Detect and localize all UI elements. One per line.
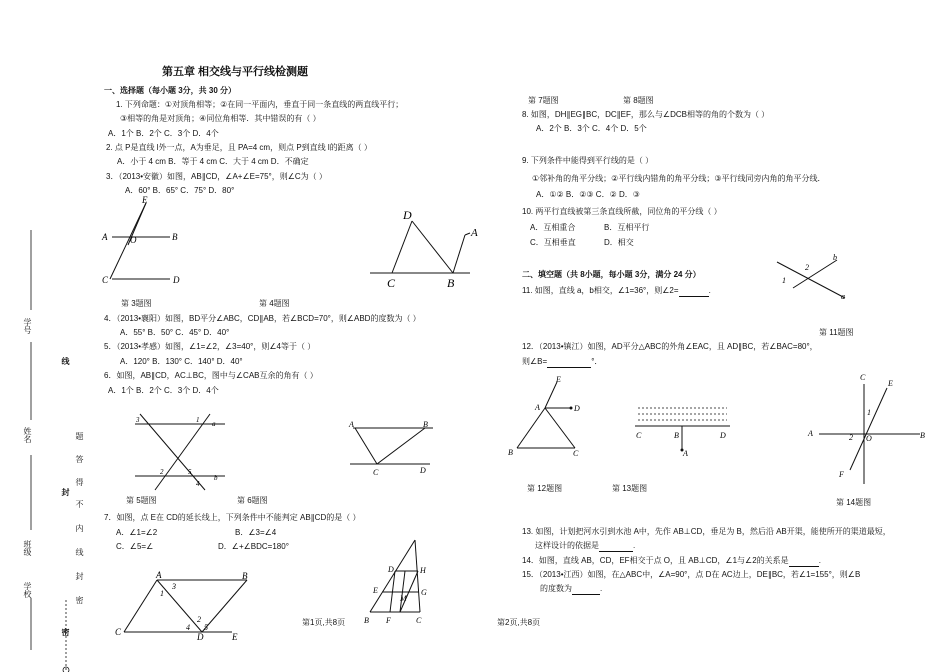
section-fill-heading: 二、填空题（共 8小题，每小题 3分，满分 24 分） [522,270,701,279]
fig4-label-D: D [403,208,412,222]
fig3-label-C: C [102,275,109,285]
fig8-label-C: C [416,616,422,625]
margin-banji: 班级 [23,540,32,556]
margin-bu: 不 [75,500,84,508]
margin-xian: 线 [61,357,70,365]
figure-13 [632,400,732,460]
fig5-label-3: 3 [136,416,140,424]
figure-14 [805,370,935,485]
q11-text: 11. 如图，直线 a，b相交，∠1=36°，则∠2= [522,286,679,295]
margin-xian2: 线 [75,548,84,556]
margin-ti: 题 [75,432,84,440]
margin-underlines [29,230,33,650]
q12-prefix: 则∠B= [522,357,548,366]
fig13-label-A: A [683,449,688,458]
fig8-caption: 第 8题图 [623,96,654,105]
q3-options: A．60° B．65° C．75° D．80° [125,186,235,195]
margin-da: 答 [75,455,84,463]
margin-xingming: 姓名 [23,427,32,443]
fig4-caption: 第 4题图 [259,299,290,308]
fig11-label-a: a [841,292,845,301]
q14-line: 14．如图，直线 AB，CD，EF相交于点 O，且 AB⊥CD，∠1与∠2的关系是 . [522,556,821,565]
fig4-label-C: C [387,276,396,290]
fig7-label-5: 5 [204,623,208,632]
fig5-label-b: b [214,474,218,482]
fig8-label-B: B [364,616,369,625]
margin-de: 得 [75,478,84,486]
figure-4 [370,205,490,295]
figure-7 [112,570,252,642]
q11-line: 11. 如图，直线 a，b相交，∠1=36°，则∠2= . [522,286,711,295]
q12-line2 [522,357,602,368]
fig14-label-A: A [808,429,813,438]
fig7-label-B: B [242,571,248,581]
fig7-label-D: D [197,632,204,642]
margin-nei: 内 [75,524,84,532]
fig5-label-5: 5 [188,468,192,476]
fig8-label-D: D [388,565,394,574]
q7-optB: B．∠3=∠4 [235,528,277,537]
fig8-label-H: H [420,566,426,575]
q8-line1: 8. 如图，DH∥EG∥BC，DC∥EF，那么与∠DCB相等的角的个数为（ ） [522,110,770,119]
fig5-label-1: 1 [196,416,200,424]
fig14-label-C: C [860,373,866,382]
fig7-caption: 第 7题图 [528,96,559,105]
fig3-label-E: E [142,195,148,205]
q6-line1: 6．如图，AB∥CD，AC⊥BC，图中与∠CAB互余的角有（ ） [104,371,318,380]
fig7-label-A: A [156,570,162,580]
q2-options: A．小于 4 cm B．等于 4 cm C．大于 4 cm D．不确定 [117,157,309,166]
margin-xuexiao: 学校 [23,582,32,598]
page2-footer: 第2页,共8页 [497,618,541,627]
q10-optC: C．互相垂直 [530,238,576,247]
fig5-caption: 第 5题图 [126,496,157,505]
fig12-caption: 第 12题图 [527,484,563,493]
q1-line2: ③相等的角是对顶角；④同位角相等．其中错误的有（ ） [120,114,321,123]
figure-8 [360,535,435,630]
fig4-label-A: A [471,227,478,239]
fig13-label-C: C [636,431,642,440]
q9-options: A．①② B．②③ C．② D．③ [536,190,640,199]
fig8-label-E: E [373,586,378,595]
margin-binding-marks [60,600,72,672]
fig14-label-F: F [839,470,844,479]
fig14-label-E: E [888,379,893,388]
fig6-label-D: D [420,466,426,475]
figure-12 [505,372,590,462]
fig8-label-F: F [386,616,391,625]
q9-line1: 9. 下列条件中能得到平行线的是（ ） [522,156,654,165]
fig12-label-E: E [556,375,561,384]
q14-answer-blank[interactable] [789,556,819,567]
fig3-label-B: B [172,232,178,242]
q5-line1: 5．（2013•孝感）如图，∠1=∠2，∠3=40°，则∠4等于（ ） [104,342,316,351]
margin-feng2: 封 [75,572,84,580]
fig12-label-B: B [508,448,513,457]
fig6-label-C: C [373,468,379,477]
q11-answer-blank[interactable] [679,286,709,297]
q15-prefix: 的度数为 [540,584,572,593]
fig8-label-M: M [400,594,407,603]
fig4-label-B: B [447,276,455,290]
figure-6 [345,416,440,481]
fig7-label-1: 1 [160,589,164,598]
fig12-label-A: A [535,403,540,412]
fig8-label-G: G [421,588,427,597]
q8-options: A．2个 B．3个 C．4个 D．5个 [536,124,647,133]
q15-line1: 15．（2013•江西）如图，在△ABC中，∠A=90°，点 D在 AC边上，DE∥BC，若∠1=155°，则∠B [522,570,861,579]
margin-mi2: 密 [75,596,84,604]
fig7-label-3: 3 [172,582,176,591]
q1-options: A．1个 B．2个 C．3个 D．4个 [108,129,219,138]
fig11-label-1: 1 [782,276,786,285]
q12-line1: 12．（2013•镇江）如图，AD平分△ABC的外角∠EAC，且 AD∥BC，若∠BAC=80°， [522,342,818,351]
fig14-label-B: B [920,431,925,440]
figure-5 [130,408,230,493]
fig14-label-2: 2 [849,433,853,442]
q13-prefix: 这样设计的依据是 [535,541,599,550]
q13-line1: 13. 如图，计划把河水引到水池 A中，先作 AB⊥CD，垂足为 B，然后沿 AB开渠，能使所开的渠道最短， [522,527,891,536]
fig6-label-B: B [423,420,428,429]
fig13-label-B: B [674,431,679,440]
q7-optC: C．∠5=∠ [116,542,154,551]
q6-options: A．1个 B．2个 C．3个 D．4个 [108,386,219,395]
margin-feng: 封 [61,488,70,496]
fig11-caption: 第 11题图 [819,328,854,337]
fig11-label-b: b [833,253,837,262]
q2-line1: 2. 点 P是直线 l外一点，A为垂足，且 PA=4 cm，则点 P到直线 l的距离（ ） [106,143,372,152]
q4-options: A．55° B．50° C．45° D．40° [120,328,230,337]
q10-optA: A．互相重合 [530,223,576,232]
fig6-label-A: A [349,420,354,429]
q7-optA: A．∠1=∠2 [116,528,158,537]
fig12-label-C: C [573,449,579,458]
q3-line1: 3．（2013•安徽）如图，AB∥CD，∠A+∠E=75°，则∠C为（ ） [106,172,327,181]
q7-optD: D．∠+∠BDC=180° [218,542,289,551]
fig7-label-4: 4 [186,623,190,632]
fig12-label-D: D [574,404,580,413]
figure-11 [775,250,855,305]
q9-line2: ①邻补角的角平分线；②平行线内错角的角平分线；③平行线同旁内角的角平分线． [532,174,826,183]
q13-line2: 这样设计的依据是 . [535,541,636,550]
q7-line1: 7．如图，点 E在 CD的延长线上，下列条件中不能判定 AB∥CD的是（ ） [104,513,361,522]
q1-line1: 1. 下列命题：①对顶角相等；②在同一平面内，垂直于同一条直线的两直线平行； [116,100,404,109]
fig3-caption: 第 3题图 [121,299,152,308]
fig7-label-E: E [232,632,238,642]
q5-options: A．120° B．130° C．140° D．40° [120,357,243,366]
q15-answer-blank[interactable] [572,584,600,595]
fig3-label-D: D [173,275,180,285]
q13-answer-blank[interactable] [599,541,633,552]
section-choice-heading: 一、选择题（每小题 3分，共 30 分） [104,86,237,95]
fig13-caption: 第 13题图 [612,484,648,493]
fig13-label-D: D [720,431,726,440]
fig5-label-a: a [212,420,216,428]
fig14-label-O: O [866,434,872,443]
fig7-label-2: 2 [197,615,201,624]
margin-mi: 密 [61,628,70,636]
fig11-label-2: 2 [805,263,809,272]
q10-optB: B．互相平行 [604,223,650,232]
q12-answer-blank[interactable] [547,357,591,368]
fig7-label-C: C [115,627,122,637]
fig5-label-4: 4 [196,480,200,488]
q15-line2: 的度数为 . [540,584,603,593]
fig14-label-1: 1 [867,408,871,417]
fig3-label-A: A [102,232,108,242]
page1-footer: 第1页,共8页 [302,618,346,627]
fig6-caption: 第 6题图 [237,496,268,505]
q12-tail: °． [591,357,603,366]
margin-xuehao: 学号 [23,318,32,334]
q10-line1: 10. 两平行直线被第三条直线所截，同位角的平分线（ ） [522,207,722,216]
figure-3 [100,195,200,290]
q14-text: 14．如图，直线 AB，CD，EF相交于点 O，且 AB⊥CD，∠1与∠2的关系是 [522,556,789,565]
fig14-caption: 第 14题图 [836,498,872,507]
q10-optD: D．相交 [604,238,634,247]
q4-line1: 4．（2013•襄阳）如图，BD平分∠ABC，CD∥AB，若∠BCD=70°，则∠ABD的度数为（ ） [104,314,421,323]
fig3-label-O: O [130,235,137,245]
fig5-label-2: 2 [160,468,164,476]
page-title: 第五章 相交线与平行线检测题 [162,66,309,78]
